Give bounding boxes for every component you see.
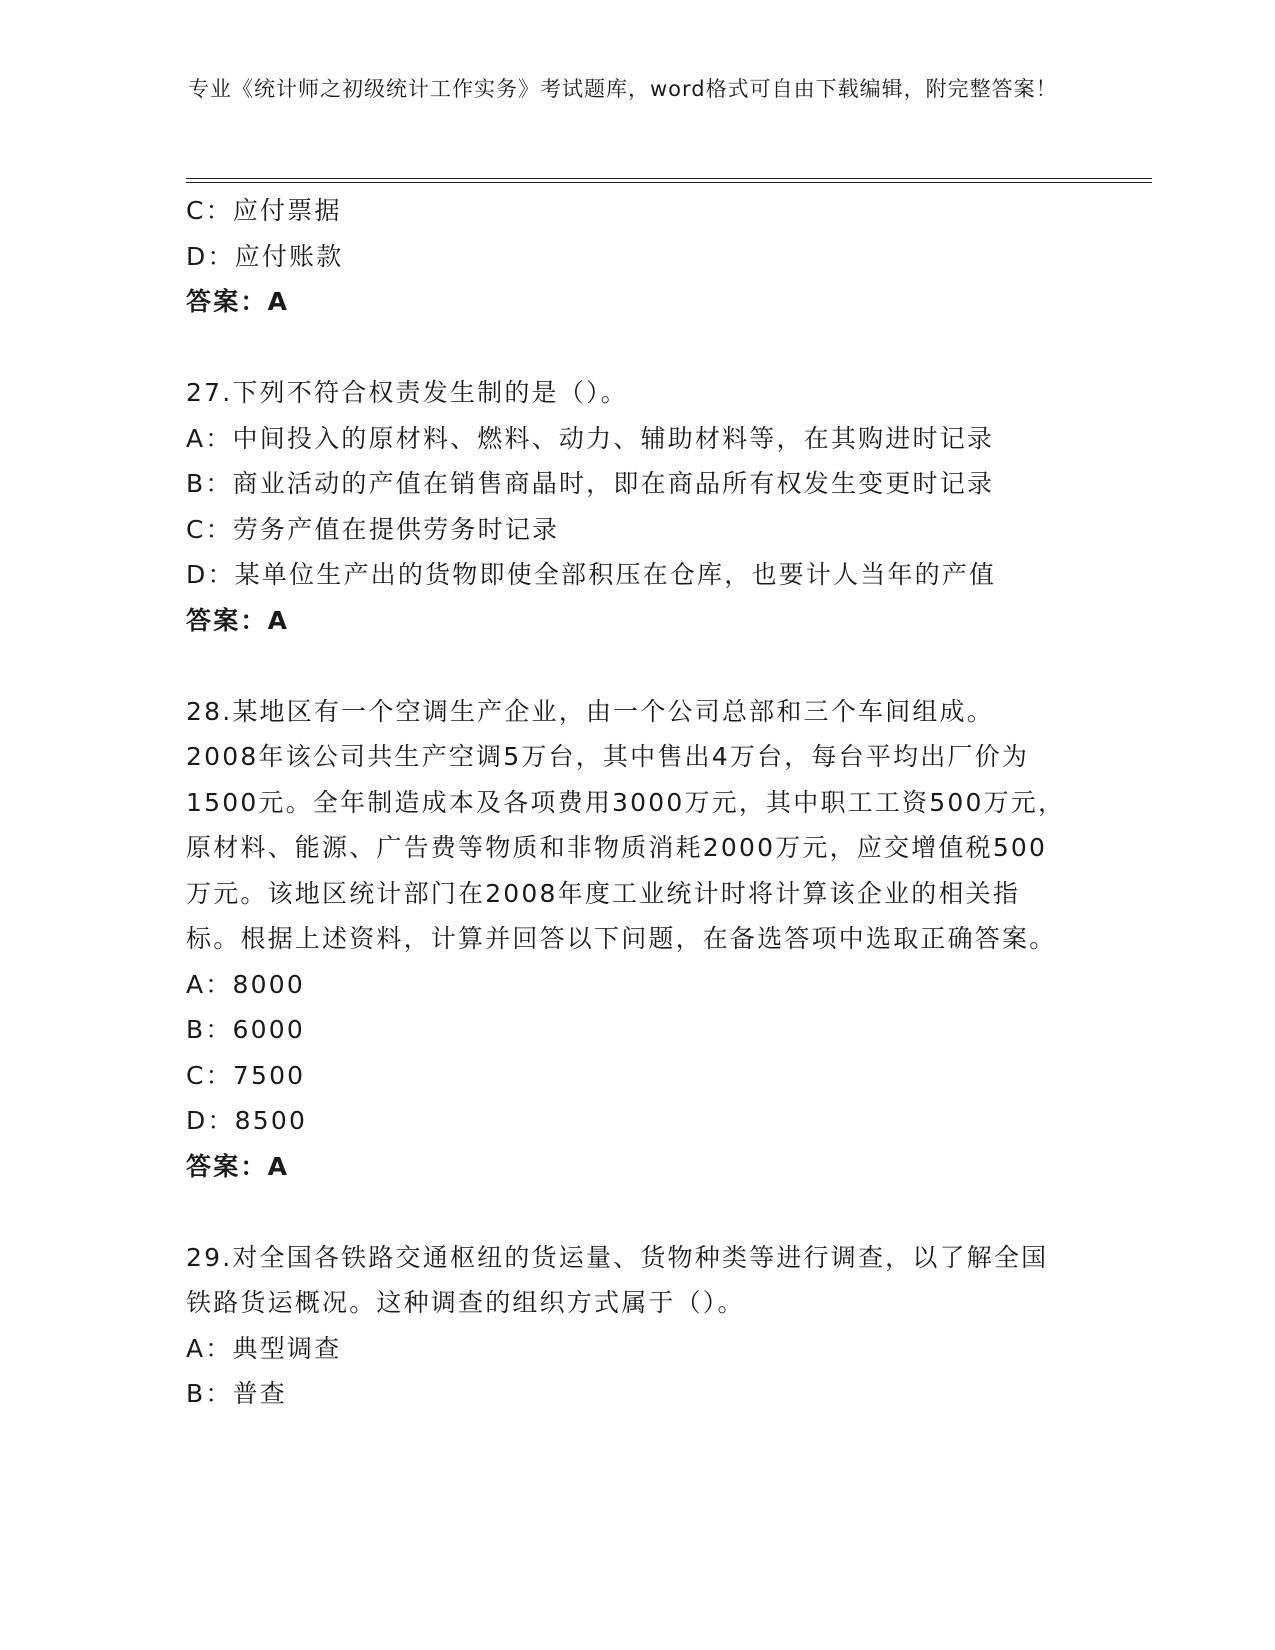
option-a: A：8000: [186, 969, 305, 999]
option-a: A：中间投入的原材料、燃料、动力、辅助材料等，在其购进时记录: [186, 423, 995, 453]
answer-line: 答案：A: [186, 1151, 290, 1181]
header-divider-bottom: [186, 182, 1152, 183]
spacer: [186, 1189, 1066, 1235]
option-c: C：劳务产值在提供劳务时记录: [186, 514, 560, 544]
question-27: [186, 370, 1066, 643]
question-stem: 27.下列不符合权责发生制的是（）。: [186, 378, 628, 407]
question-29: [186, 1235, 1066, 1417]
header-divider-top: [186, 178, 1152, 179]
spacer: [186, 325, 1066, 371]
option-d: D：8500: [186, 1106, 308, 1135]
option-a: A：典型调查: [186, 1333, 342, 1363]
option-c: C：7500: [186, 1060, 306, 1090]
question-list: [186, 188, 1066, 1417]
answer-line: 答案：A: [186, 287, 290, 316]
spacer: [186, 643, 1066, 689]
question-stem: 28.某地区有一个空调生产企业，由一个公司总部和三个车间组成。2008年该公司共生产空调5万台，其中售出4万台，每台平均出厂价为1500元。全年制造成本及各项费用3000万元，其中职工工资500万元，原材料、能源、广告费等物质和非物质消耗2000万元，应交增值税500万元。该地区统计部门在2008年度工业统计时将计算该企业的相关指标。根据上述资料，计算并回答以下问题，在备选答项中选取正确答案。: [186, 696, 1066, 953]
option-d: D：某单位生产出的货物即使全部积压在仓库，也要计人当年的产值: [186, 560, 997, 589]
page-header: 专业《统计师之初级统计工作实务》考试题库，word格式可自由下载编辑，附完整答案！: [188, 77, 1058, 101]
answer-line: 答案：A: [186, 605, 290, 635]
option-b: B：商业活动的产值在销售商晶时，即在商品所有权发生变更时记录: [186, 469, 995, 498]
option-b: B：6000: [186, 1015, 305, 1044]
question-28: [186, 689, 1066, 1190]
question-stem: 29.对全国各铁路交通枢纽的货运量、货物种类等进行调查，以了解全国铁路货运概况。这种调查的组织方式属于（）。: [186, 1242, 1049, 1317]
option-c: C：应付票据: [186, 196, 342, 225]
option-b: B：普查: [186, 1379, 287, 1408]
option-d: D：应付账款: [186, 241, 344, 271]
